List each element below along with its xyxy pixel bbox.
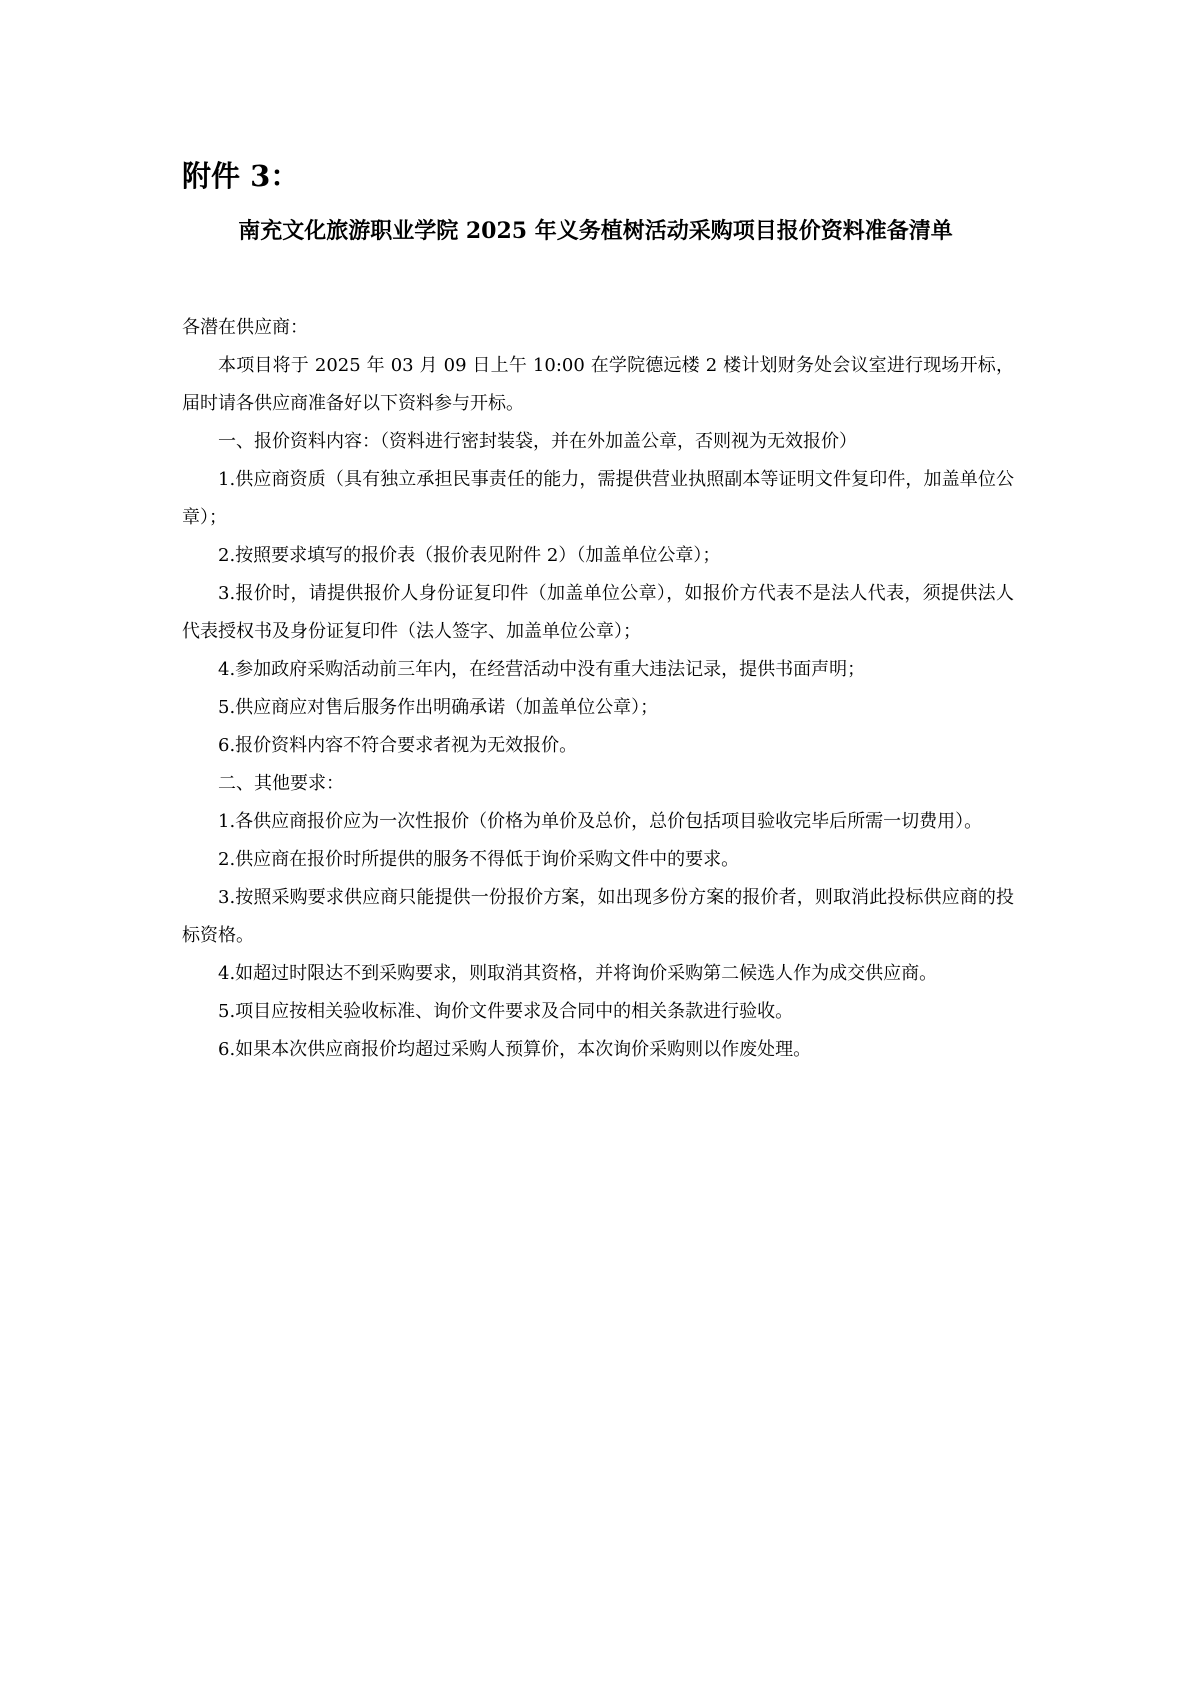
document-title: 南充文化旅游职业学院 2025 年义务植树活动采购项目报价资料准备清单 (238, 218, 953, 244)
document-body (182, 309, 1014, 1069)
section-1-item: 3.报价时，请提供报价人身份证复印件（加盖单位公章），如报价方代表不是法人代表，须提供法人代表授权书及身份证复印件（法人签字、加盖单位公章）； (182, 583, 1014, 642)
section-1-item: 4.参加政府采购活动前三年内，在经营活动中没有重大违法记录，提供书面声明； (218, 659, 866, 680)
section-2-item: 1.各供应商报价应为一次性报价（价格为单价及总价，总价包括项目验收完毕后所需一切费用）。 (218, 811, 983, 832)
section-1-item: 1.供应商资质（具有独立承担民事责任的能力，需提供营业执照副本等证明文件复印件，加盖单位公章）； (182, 469, 1014, 528)
section-2-item: 5.项目应按相关验收标准、询价文件要求及合同中的相关条款进行验收。 (218, 1001, 794, 1022)
attachment-label: 附件 3： (182, 159, 300, 193)
section-2-item: 2.供应商在报价时所提供的服务不得低于询价采购文件中的要求。 (218, 849, 740, 870)
intro-paragraph: 本项目将于 2025 年 03 月 09 日上午 10:00 在学院德远楼 2 楼计划财务处会议室进行现场开标，届时请各供应商准备好以下资料参与开标。 (182, 355, 1014, 414)
section-1-item: 6.报价资料内容不符合要求者视为无效报价。 (218, 735, 578, 756)
section-2-item: 4.如超过时限达不到采购要求，则取消其资格，并将询价采购第二候选人作为成交供应商。 (218, 963, 938, 984)
section-2-item: 6.如果本次供应商报价均超过采购人预算价，本次询价采购则以作废处理。 (218, 1039, 812, 1060)
section-1-item: 2.按照要求填写的报价表（报价表见附件 2）（加盖单位公章）； (218, 545, 721, 566)
section-1-item: 5.供应商应对售后服务作出明确承诺（加盖单位公章）； (218, 697, 659, 718)
section-1-heading: 一、报价资料内容：（资料进行密封装袋，并在外加盖公章，否则视为无效报价） (218, 431, 857, 452)
section-2-heading: 二、其他要求： (218, 773, 344, 794)
salutation: 各潜在供应商： (182, 317, 308, 338)
section-2-item: 3.按照采购要求供应商只能提供一份报价方案，如出现多份方案的报价者，则取消此投标供应商的投标资格。 (182, 887, 1014, 946)
